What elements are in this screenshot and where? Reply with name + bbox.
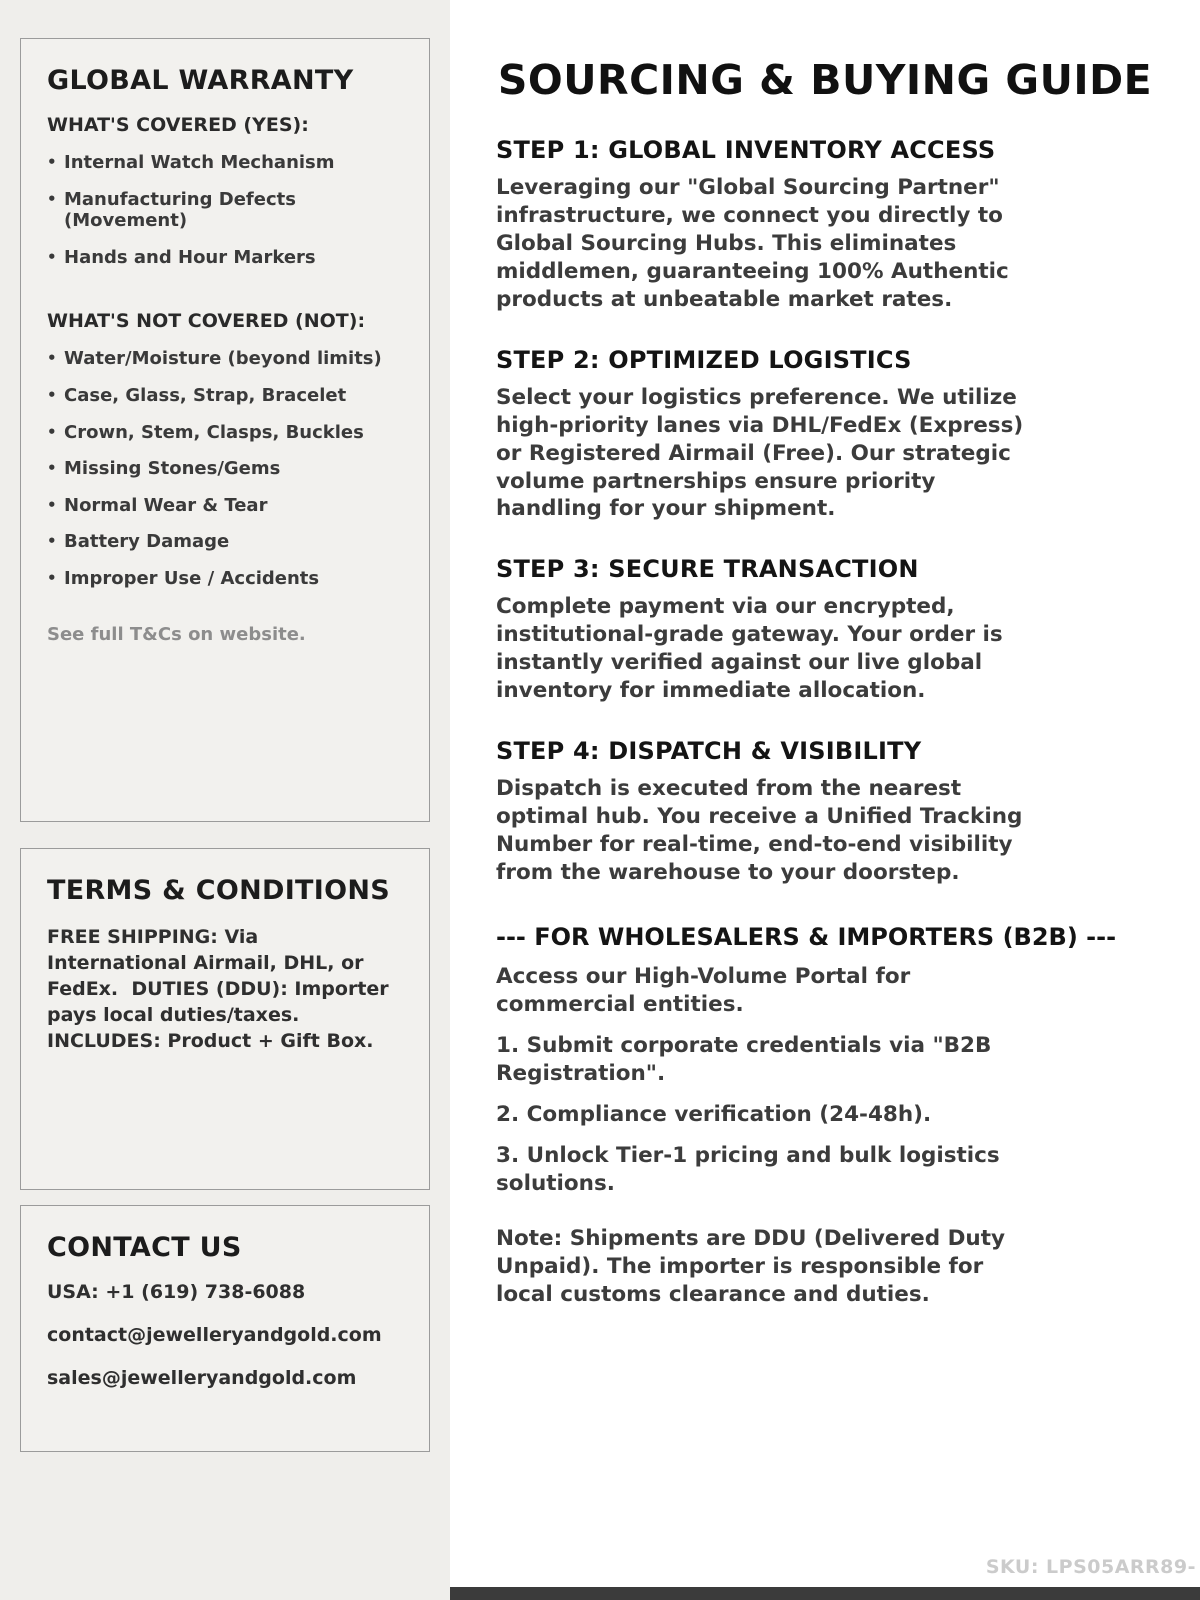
covered-item: • Manufacturing Defects (Movement) [47, 189, 403, 232]
b2b-item-1: 1. Submit corporate credentials via "B2B Registration". [496, 1032, 992, 1086]
sourcing-guide [450, 0, 1200, 1600]
contact-phone: USA: +1 (619) 738-6088 [47, 1281, 306, 1303]
terms-title: TERMS & CONDITIONS [47, 875, 390, 906]
contact-email-primary: contact@jewelleryandgold.com [47, 1324, 382, 1346]
step-3-body: Complete payment via our encrypted, institutional-grade gateway. Your order is instantly verified against our live global inventory for immediate allocation. [496, 594, 1003, 704]
contact-section [20, 1205, 430, 1452]
step-4-heading: STEP 4: DISPATCH & VISIBILITY [496, 737, 922, 766]
warranty-section [20, 38, 430, 822]
b2b-intro: Access our High-Volume Portal for commercial entities. [496, 963, 911, 1017]
not-covered-item: • Battery Damage [47, 531, 403, 553]
contact-title: CONTACT US [47, 1232, 242, 1263]
not-covered-item: • Missing Stones/Gems [47, 458, 403, 480]
bottom-bar [450, 1587, 1200, 1600]
step-1-body: Leveraging our "Global Sourcing Partner" infrastructure, we connect you directly to Global Sourcing Hubs. This eliminates middlemen, guaranteeing 100% Authentic products at unbeatable market rates. [496, 175, 1009, 312]
not-covered-item: • Crown, Stem, Clasps, Buckles [47, 422, 403, 444]
sku-label: SKU: LPS05ARR89- [985, 1556, 1196, 1578]
not-covered-item: • Case, Glass, Strap, Bracelet [47, 385, 403, 407]
not-covered-item: • Normal Wear & Tear [47, 495, 403, 517]
step-1 [496, 136, 1200, 314]
terms-body: FREE SHIPPING: Via International Airmail, DHL, or FedEx. DUTIES (DDU): Importer pays local duties/taxes. INCLUDES: Product + Gift Box. [47, 926, 396, 1053]
warranty-footnote: See full T&Cs on website. [47, 623, 306, 645]
b2b-heading: --- FOR WHOLESALERS & IMPORTERS (B2B) --- [496, 922, 1117, 951]
step-2-body: Select your logistics preference. We utilize high-priority lanes via DHL/FedEx (Express) or Registered Airmail (Free). Our strategic volume partnerships ensure priority handling for your shipment. [496, 384, 1024, 522]
step-1-heading: STEP 1: GLOBAL INVENTORY ACCESS [496, 136, 996, 164]
covered-item: • Internal Watch Mechanism [47, 152, 403, 174]
b2b-section [496, 923, 1200, 1309]
sidebar [0, 0, 450, 1600]
not-covered-item: • Improper Use / Accidents [47, 568, 403, 590]
step-3-heading: STEP 3: SECURE TRANSACTION [496, 555, 919, 584]
b2b-item-2: 2. Compliance verification (24-48h). [496, 1101, 932, 1127]
guide-title: SOURCING & BUYING GUIDE [497, 56, 1153, 104]
step-2 [496, 346, 1200, 524]
step-4 [496, 737, 1200, 887]
step-3 [496, 555, 1200, 705]
b2b-note: Note: Shipments are DDU (Delivered Duty Unpaid). The importer is responsible for local customs clearance and duties. [496, 1226, 1006, 1308]
not-covered-item: • Water/Moisture (beyond limits) [47, 348, 403, 370]
terms-section [20, 848, 430, 1190]
warranty-title: GLOBAL WARRANTY [47, 65, 354, 96]
not-covered-heading: WHAT'S NOT COVERED (NOT): [47, 310, 366, 333]
step-4-body: Dispatch is executed from the nearest optimal hub. You receive a Unified Tracking Number for real-time, end-to-end visibility from the warehouse to your doorstep. [496, 776, 1023, 885]
contact-email-sales: sales@jewelleryandgold.com [47, 1367, 357, 1389]
b2b-item-3: 3. Unlock Tier-1 pricing and bulk logistics solutions. [496, 1142, 1000, 1196]
step-2-heading: STEP 2: OPTIMIZED LOGISTICS [496, 345, 912, 374]
covered-list [47, 152, 403, 268]
covered-item: • Hands and Hour Markers [47, 247, 403, 269]
covered-heading: WHAT'S COVERED (YES): [47, 114, 309, 136]
not-covered-list [47, 348, 403, 589]
